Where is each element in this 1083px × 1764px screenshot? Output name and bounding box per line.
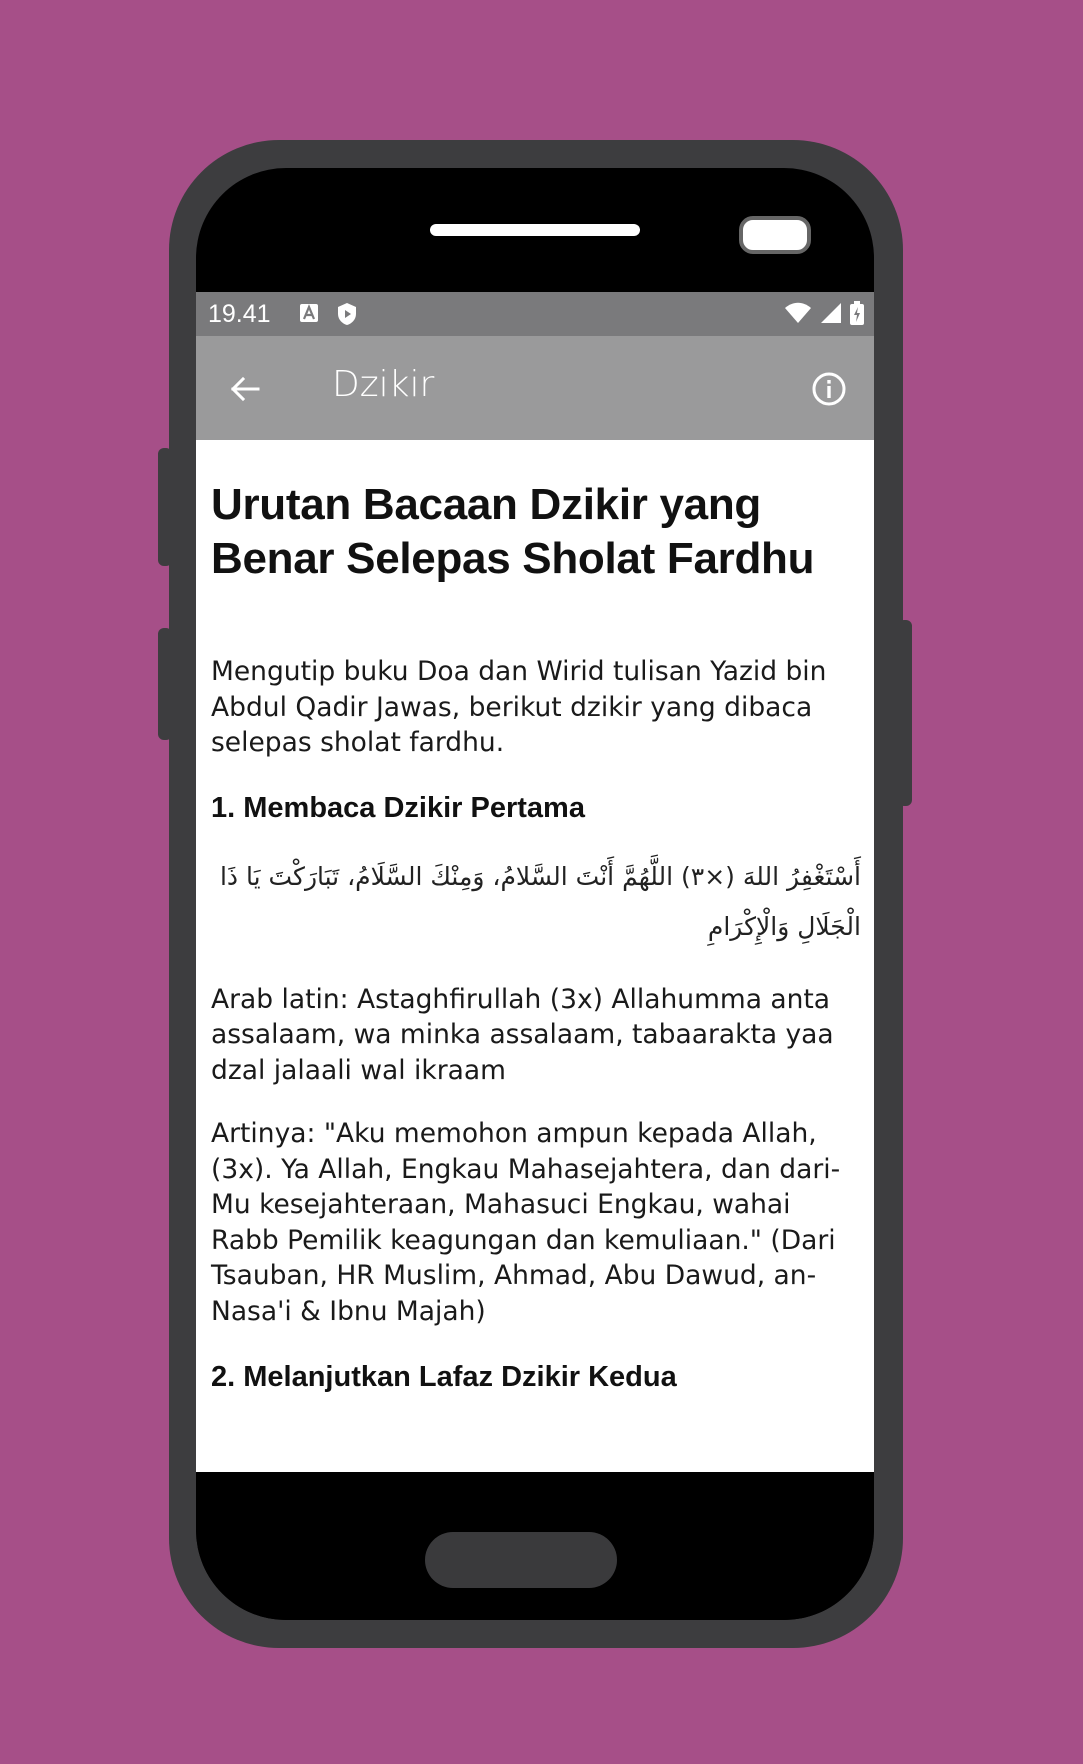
home-button[interactable] — [425, 1532, 617, 1588]
a-icon — [298, 302, 320, 330]
app-bar — [196, 336, 874, 440]
wifi-icon — [784, 302, 812, 328]
back-button[interactable] — [226, 370, 264, 408]
front-camera — [739, 216, 811, 254]
arrow-left-icon — [226, 370, 264, 408]
section-1-heading: 1. Membaca Dzikir Pertama — [211, 791, 585, 824]
section-1-arabic-text: أَسْتَغْفِرُ اللهَ (×٣) اللَّهُمَّ أَنْتَ السَّلامُ، وَمِنْكَ السَّلَامُ، تَبَارَكْتَ يَا ذَا الْجَلَالِ وَالْإِكْرَامِ — [219, 861, 861, 941]
info-button[interactable] — [810, 370, 848, 408]
section-2-heading: 2. Melanjutkan Lafaz Dzikir Kedua — [211, 1361, 677, 1393]
intro-paragraph: Mengutip buku Doa dan Wirid tulisan Yazid bin Abdul Qadir Jawas, berikut dzikir yang dibaca selepas sholat fardhu. — [211, 656, 827, 758]
section-1-meaning-text: Artinya: "Aku memohon ampun kepada Allah, (3x). Ya Allah, Engkau Mahasejahtera, dan dari-Mu kesejahteraan, Mahasuci Engkau, wahai Rabb Pemilik keagungan dan kemuliaan." (Dari Tsauban, HR Muslim, Ahmad, Abu Dawud, an-Nasa'i & Ibnu Majah) — [211, 1118, 841, 1327]
section-1-latin-text: Arab latin: Astaghfirullah (3x) Allahumma anta assalaam, wa minka assalaam, tabaarakta yaa dzal jalaali wal ikraam — [211, 983, 834, 1086]
status-icons-left — [298, 302, 358, 330]
signal-icon — [820, 302, 842, 328]
status-time: 19.41 — [208, 300, 271, 328]
navigation-bar — [196, 1472, 874, 1620]
screen — [196, 292, 874, 1472]
article-title: Urutan Bacaan Dzikir yang Benar Selepas Sholat Fardhu — [211, 480, 815, 583]
info-circle-icon — [810, 370, 848, 408]
status-icons-right — [784, 301, 864, 329]
article-content — [211, 440, 861, 1395]
status-bar — [196, 292, 874, 336]
app-title: Dzikir — [332, 364, 435, 405]
shield-icon — [336, 302, 358, 330]
earpiece-speaker — [430, 224, 640, 236]
phone-bezel — [196, 168, 874, 1620]
battery-icon — [850, 301, 864, 329]
